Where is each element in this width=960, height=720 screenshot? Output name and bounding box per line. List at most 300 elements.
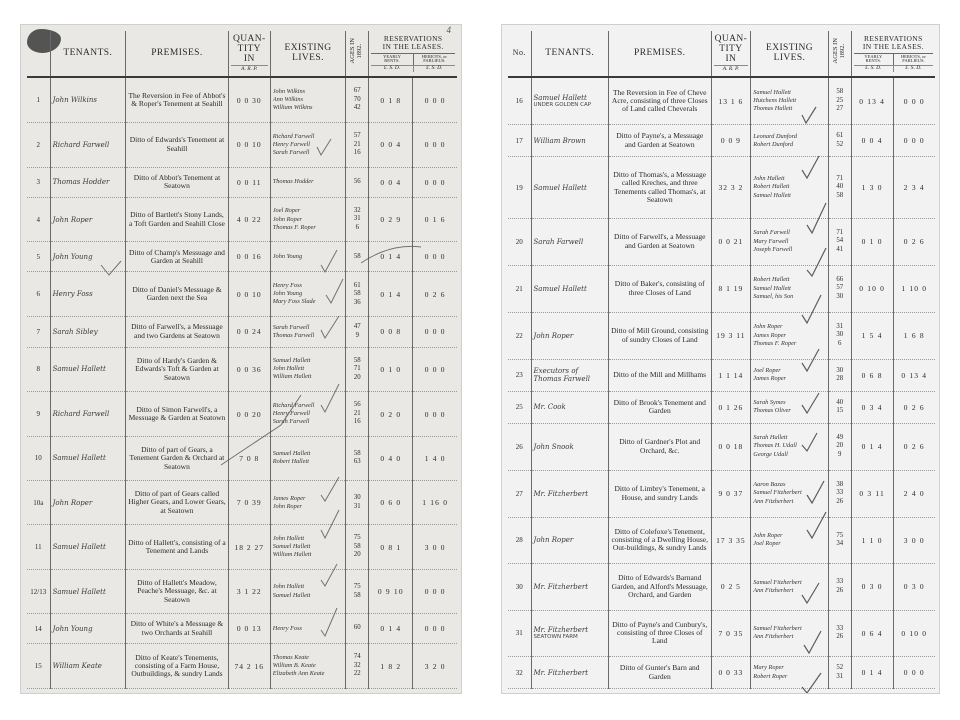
ages-1892 (346, 123, 369, 168)
age-value: 20 (353, 373, 361, 381)
life-name: John Hallett (272, 534, 305, 542)
premises-description: Ditto of Hallett's, consisting of a Tenement and Lands (126, 525, 229, 570)
life-name: Sarah Hallett (753, 434, 788, 442)
age-value: 52 (836, 140, 844, 148)
header-ages: AGES IN 1892. (346, 31, 369, 77)
premises-description: Ditto of Simon Farwell's, a Messuage & Garden at Seatown (126, 392, 229, 437)
life-name: Sarah Farwell (753, 229, 790, 237)
life-name: Thomas F. Roper (753, 339, 797, 347)
ledger-left (27, 31, 457, 689)
ages-1892 (828, 125, 851, 157)
tenant-name-text: Samuel Hallett (52, 587, 106, 596)
row-number: 23 (508, 359, 531, 391)
life-name: Aaron Bazas (753, 481, 786, 489)
row-number: 3 (27, 167, 50, 197)
life-name: Samuel Fitzherbert (753, 489, 802, 497)
tenant-name-text: Samuel Hallett (52, 454, 106, 463)
premises-description: Ditto of part of Gears called Higher Gears, and Lower Gears, at Seatown (126, 481, 229, 525)
age-value: 30 (836, 292, 844, 300)
life-name: Joel Roper (272, 207, 301, 215)
yearly-rent: 0 8 1 (369, 525, 413, 570)
quantity-arp: 4 0 22 (228, 197, 270, 242)
tenant-name-text: John Roper (52, 215, 93, 224)
premises-description: Ditto of Mill Ground, consisting of sundry Closes of Land (608, 312, 711, 359)
quantity-arp: 7 0 8 (228, 436, 270, 480)
tenant-name-text: John Snook (533, 442, 574, 451)
table-row (508, 125, 935, 157)
life-name: John Roper (753, 323, 783, 331)
table-row (508, 265, 935, 312)
table-row (508, 564, 935, 611)
age-value: 58 (353, 449, 361, 457)
age-value: 16 (353, 149, 361, 157)
age-value: 61 (353, 281, 361, 289)
header-quantity: QUAN- TITY IN A. R. P. (711, 31, 751, 77)
premises-description: Ditto of Colefoxe's Tenement, consisting of a Dwelling House, Out-buildings, & sundry Lands (608, 517, 711, 564)
life-name: Elizabeth Ann Keate (272, 670, 325, 678)
age-value: 56 (353, 401, 361, 409)
yearly-rent: 0 1 8 (369, 77, 413, 123)
heriot-value: 0 0 0 (413, 392, 457, 437)
heriot-value: 0 3 0 (893, 564, 935, 611)
header-premises: PREMISES. (126, 31, 229, 77)
heriot-value: 1 16 0 (413, 481, 457, 525)
ages-1892 (828, 470, 851, 517)
row-number: 32 (508, 657, 531, 689)
yearly-rent: 0 0 4 (851, 125, 893, 157)
quantity-arp: 8 1 19 (711, 265, 751, 312)
age-value: 38 (836, 480, 844, 488)
quantity-arp: 0 0 11 (228, 167, 270, 197)
existing-lives (270, 614, 346, 644)
life-name: Robert Hallett (753, 183, 790, 191)
premises-description: Ditto of Abbot's Tenement at Seatown (126, 167, 229, 197)
life-name: John Young (272, 290, 303, 298)
life-name: Henry Farwell (272, 140, 311, 148)
row-number: 26 (508, 423, 531, 470)
premises-description: Ditto of Hardy's Garden & Edwards's Toft & Garden at Seatown (126, 347, 229, 392)
header-no: No. (508, 31, 531, 77)
age-value: 63 (353, 458, 361, 466)
heriot-value: 0 0 0 (893, 77, 935, 125)
handwritten-note: UNDER GOLDEN CAP (533, 102, 592, 109)
life-name: Henry Foss (272, 624, 302, 632)
table-row (27, 347, 457, 392)
heriot-value: 0 13 4 (893, 359, 935, 391)
existing-lives (751, 610, 828, 657)
yearly-rent: 0 6 0 (369, 481, 413, 525)
quantity-arp: 0 0 16 (228, 242, 270, 272)
existing-lives (751, 265, 828, 312)
heriot-value: 3 0 0 (413, 525, 457, 570)
quantity-arp: 7 0 39 (228, 481, 270, 525)
age-value: 71 (353, 365, 361, 373)
age-value: 52 (836, 664, 844, 672)
tenant-name-text: Samuel Hallett (52, 543, 106, 552)
heriot-value: 3 2 0 (413, 644, 457, 689)
tenant-name-text: Mr. Fitzherbert (533, 582, 589, 591)
tenancy-table-left (27, 31, 457, 689)
existing-lives (270, 242, 346, 272)
row-number: 27 (508, 470, 531, 517)
age-value: 75 (353, 534, 361, 542)
tenant-name-text: John Young (52, 252, 93, 261)
quantity-arp: 0 0 36 (228, 347, 270, 392)
existing-lives (270, 436, 346, 480)
age-value: 41 (836, 245, 844, 253)
ages-1892 (346, 525, 369, 570)
ages-1892 (346, 347, 369, 392)
ledger-page-right (501, 24, 940, 694)
row-number: 31 (508, 610, 531, 657)
age-value: 34 (836, 540, 844, 548)
row-number: 6 (27, 272, 50, 317)
existing-lives (270, 347, 346, 392)
quantity-arp: 1 1 14 (711, 359, 751, 391)
ages-1892 (346, 569, 369, 613)
row-number: 22 (508, 312, 531, 359)
header-lives: EXISTING LIVES. (270, 31, 346, 77)
header-reservations: RESERVATIONS IN THE LEASES. YEARLY RENTS. HERIOTS, or FARLIEUS. £. S. D. £. S. D. (369, 31, 457, 77)
ages-1892 (828, 77, 851, 125)
heriot-value: 1 4 0 (413, 436, 457, 480)
life-name: Thomas Hallett (753, 105, 793, 113)
heriot-value: 0 0 0 (413, 242, 457, 272)
heriot-value: 0 1 6 (413, 197, 457, 242)
tenant-name (50, 481, 126, 525)
quantity-arp: 0 0 9 (711, 125, 751, 157)
heriot-value: 0 2 6 (893, 391, 935, 423)
premises-description: Ditto of the Mill and Millhams (608, 359, 711, 391)
row-number: 9 (27, 392, 50, 437)
premises-description: Ditto of Brook's Tenement and Garden (608, 391, 711, 423)
life-name: John Wilkins (272, 87, 306, 95)
tenant-name-text: Richard Farwell (52, 140, 110, 149)
row-number: 19 (508, 157, 531, 218)
tenant-name (531, 470, 608, 517)
life-name: Hutchens Hallett (753, 97, 797, 105)
existing-lives (751, 517, 828, 564)
premises-description: Ditto of Payne's and Cunbury's, consisting of three Closes of Land (608, 610, 711, 657)
existing-lives (270, 272, 346, 317)
heriot-value: 0 0 0 (413, 167, 457, 197)
tenant-name (50, 569, 126, 613)
yearly-rent: 0 1 0 (851, 218, 893, 265)
table-row (508, 391, 935, 423)
header-premises: PREMISES. (608, 31, 711, 77)
table-row (27, 644, 457, 689)
quantity-arp: 0 2 5 (711, 564, 751, 611)
age-value: 15 (836, 407, 844, 415)
ages-1892 (346, 242, 369, 272)
age-value: 60 (353, 624, 361, 632)
quantity-arp: 0 0 24 (228, 317, 270, 347)
table-row (508, 312, 935, 359)
age-value: 6 (838, 339, 842, 347)
existing-lives (751, 564, 828, 611)
ages-1892 (828, 517, 851, 564)
age-value: 6 (355, 223, 359, 231)
life-name: William Hallett (272, 373, 312, 381)
existing-lives (751, 77, 828, 125)
ages-1892 (346, 317, 369, 347)
yearly-rent: 0 1 4 (369, 272, 413, 317)
premises-description: Ditto of Daniel's Messuage & Garden next the Sea (126, 272, 229, 317)
existing-lives (751, 657, 828, 689)
quantity-arp: 0 0 30 (228, 77, 270, 123)
yearly-rent: 0 1 4 (369, 242, 413, 272)
age-value: 58 (353, 290, 361, 298)
ages-1892 (346, 481, 369, 525)
quantity-arp: 0 1 26 (711, 391, 751, 423)
tenancy-table-right (508, 31, 935, 689)
age-value: 22 (353, 670, 361, 678)
table-row (27, 569, 457, 613)
yearly-rent: 0 10 0 (851, 265, 893, 312)
yearly-rent: 0 6 8 (851, 359, 893, 391)
life-name: Thomas H. Udall (753, 442, 797, 450)
quantity-arp: 0 0 10 (228, 272, 270, 317)
tenant-name-text: Samuel Hallett (533, 284, 587, 293)
heriot-value: 0 0 0 (413, 77, 457, 123)
premises-description: Ditto of Edwards's Barnand Garden, and Alford's Messuage, Orchard, and Garden (608, 564, 711, 611)
age-value: 57 (836, 284, 844, 292)
quantity-arp: 19 3 11 (711, 312, 751, 359)
age-value: 42 (353, 104, 361, 112)
yearly-rent: 1 3 0 (851, 157, 893, 218)
table-row (508, 657, 935, 689)
age-value: 21 (353, 409, 361, 417)
heriot-value: 0 0 0 (413, 123, 457, 168)
yearly-rent: 0 1 0 (369, 347, 413, 392)
tenant-name-text: Mr. Fitzherbert (533, 489, 589, 498)
header-tenants: TENANTS. (50, 31, 126, 77)
tenant-name (531, 157, 608, 218)
premises-description: The Reversion in Fee of Cheve Acre, consisting of three Closes of Land called Cheverals (608, 77, 711, 125)
tenant-name-text: John Roper (52, 498, 93, 507)
age-value: 26 (836, 586, 844, 594)
ages-1892 (828, 359, 851, 391)
table-row (508, 610, 935, 657)
row-number: 10 (27, 436, 50, 480)
ledger-page-left (20, 24, 462, 694)
table-row (27, 123, 457, 168)
heriot-value: 0 0 0 (413, 347, 457, 392)
life-name: Joel Roper (753, 366, 781, 374)
yearly-rent: 1 8 2 (369, 644, 413, 689)
table-row (27, 197, 457, 242)
quantity-arp: 13 1 6 (711, 77, 751, 125)
quantity-arp: 17 3 35 (711, 517, 751, 564)
life-name: Ann Fitzherbert (753, 586, 794, 594)
age-value: 27 (836, 105, 844, 113)
table-row (508, 470, 935, 517)
age-value: 25 (836, 96, 844, 104)
quantity-arp: 74 2 16 (228, 644, 270, 689)
life-name: Samuel, his Son (753, 292, 794, 300)
yearly-rent: 0 0 4 (369, 123, 413, 168)
age-value: 9 (838, 450, 842, 458)
heriot-value: 2 4 0 (893, 470, 935, 517)
table-row (27, 77, 457, 123)
tenant-name-text: John Young (52, 624, 93, 633)
age-value: 33 (836, 489, 844, 497)
premises-description: Ditto of Champ's Messuage and Garden at Seahill (126, 242, 229, 272)
existing-lives (751, 125, 828, 157)
row-number: 1 (27, 77, 50, 123)
life-name: James Roper (272, 494, 306, 502)
table-row (27, 242, 457, 272)
row-number: 17 (508, 125, 531, 157)
yearly-rent: 0 6 4 (851, 610, 893, 657)
life-name: William B. Keate (272, 662, 316, 670)
premises-description: Ditto of Farwell's, a Messuage and two Gardens at Seatown (126, 317, 229, 347)
age-value: 75 (353, 583, 361, 591)
age-value: 16 (353, 418, 361, 426)
yearly-rent: 0 0 8 (369, 317, 413, 347)
heriot-value: 0 0 0 (413, 614, 457, 644)
ages-1892 (828, 218, 851, 265)
tenant-name-text: Sarah Sibley (52, 327, 98, 336)
quantity-arp: 18 2 27 (228, 525, 270, 570)
table-row (508, 517, 935, 564)
life-name: Sarah Symes (753, 398, 786, 406)
table-row (27, 525, 457, 570)
life-name: Henry Farwell (272, 409, 311, 417)
tenant-name (50, 644, 126, 689)
existing-lives (751, 218, 828, 265)
ages-1892 (346, 392, 369, 437)
life-name: Sarah Farwell (272, 323, 310, 331)
table-row (27, 167, 457, 197)
yearly-rent: 0 3 11 (851, 470, 893, 517)
ages-1892 (346, 272, 369, 317)
tenant-name (50, 242, 126, 272)
quantity-arp: 3 1 22 (228, 569, 270, 613)
row-number: 10a (27, 481, 50, 525)
age-value: 36 (353, 298, 361, 306)
header-tenants: TENANTS. (531, 31, 608, 77)
premises-description: Ditto of Keate's Tenements, consisting of a Farm House, Outbuildings, & sundry Lands (126, 644, 229, 689)
age-value: 40 (836, 398, 844, 406)
tenant-name (50, 272, 126, 317)
age-value: 58 (353, 591, 361, 599)
tenant-name-text: Executors of Thomas Farwell (533, 367, 591, 384)
existing-lives (270, 77, 346, 123)
ages-1892 (828, 564, 851, 611)
yearly-rent: 0 13 4 (851, 77, 893, 125)
existing-lives (751, 391, 828, 423)
quantity-arp: 9 0 37 (711, 470, 751, 517)
life-name: John Roper (272, 215, 302, 223)
tenant-name (531, 312, 608, 359)
header-ages: AGES IN 1892. (828, 31, 851, 77)
existing-lives (270, 197, 346, 242)
life-name: John Hallett (272, 583, 305, 591)
quantity-arp: 0 0 21 (711, 218, 751, 265)
tenant-name (531, 77, 608, 125)
tenant-name-text: Richard Farwell (52, 410, 110, 419)
header-reservations: RESERVATIONS IN THE LEASES. YEARLY RENTS. HERIOTS, or FARLIEUS. £. S. D. £. S. D. (851, 31, 935, 77)
premises-description: The Reversion in Fee of Abbot's & Roper's Tenement at Seahill (126, 77, 229, 123)
tenant-name (531, 564, 608, 611)
row-number: 25 (508, 391, 531, 423)
tenant-name-text: John Roper (533, 536, 574, 545)
life-name: Mary Foss Slade (272, 298, 316, 306)
ledger-right (508, 31, 935, 689)
tenant-name (531, 657, 608, 689)
heriot-value: 0 2 6 (893, 218, 935, 265)
age-value: 32 (353, 661, 361, 669)
life-name: Thomas Keate (272, 653, 309, 661)
premises-description: Ditto of Farwell's, a Messuage and Garden at Seatown (608, 218, 711, 265)
age-value: 30 (353, 494, 361, 502)
row-number: 7 (27, 317, 50, 347)
ages-1892 (828, 423, 851, 470)
life-name: Robert Hallett (272, 458, 309, 466)
ages-1892 (346, 436, 369, 480)
row-number: 16 (508, 77, 531, 125)
quantity-arp: 0 0 10 (228, 123, 270, 168)
life-name: Mary Farwell (753, 237, 789, 245)
row-number: 12/13 (27, 569, 50, 613)
premises-description: Ditto of Hallett's Meadow, Peache's Messuage, &c. at Seatown (126, 569, 229, 613)
life-name: John Hallett (272, 365, 305, 373)
tenant-name (50, 347, 126, 392)
tenant-name (50, 436, 126, 480)
table-row (508, 218, 935, 265)
life-name: Ann Wilkins (272, 95, 304, 103)
heriot-value: 0 0 0 (893, 125, 935, 157)
ages-1892 (828, 610, 851, 657)
page-corner-mark: 4 (446, 25, 451, 35)
age-value: 58 (836, 88, 844, 96)
age-value: 9 (355, 331, 359, 339)
premises-description: Ditto of Edwards's Tenement at Seahill (126, 123, 229, 168)
ages-1892 (346, 77, 369, 123)
heriot-value: 0 2 6 (893, 423, 935, 470)
tenant-name-text: Samuel Hallett (52, 365, 106, 374)
existing-lives (270, 569, 346, 613)
table-row (508, 423, 935, 470)
age-value: 30 (836, 366, 844, 374)
life-name: Robert Hallett (753, 276, 790, 284)
life-name: John Roper (753, 532, 783, 540)
tenant-name-text: Mr. Cook (533, 403, 566, 412)
premises-description: Ditto of Baker's, consisting of three Closes of Land (608, 265, 711, 312)
yearly-rent: 0 2 0 (369, 392, 413, 437)
ages-1892 (346, 167, 369, 197)
age-value: 49 (836, 433, 844, 441)
life-name: Sarah Farwell (272, 148, 310, 156)
age-value: 74 (353, 653, 361, 661)
tenant-name-text: Henry Foss (52, 290, 93, 299)
table-row (27, 272, 457, 317)
existing-lives (270, 392, 346, 437)
existing-lives (751, 423, 828, 470)
tenant-name (531, 359, 608, 391)
age-value: 32 (353, 206, 361, 214)
existing-lives (270, 167, 346, 197)
quantity-arp: 0 0 13 (228, 614, 270, 644)
table-row (508, 157, 935, 218)
tenant-name (531, 423, 608, 470)
ages-1892 (828, 312, 851, 359)
life-name: John Roper (272, 502, 302, 510)
age-value: 56 (353, 177, 361, 185)
age-value: 20 (353, 551, 361, 559)
age-value: 58 (836, 191, 844, 199)
